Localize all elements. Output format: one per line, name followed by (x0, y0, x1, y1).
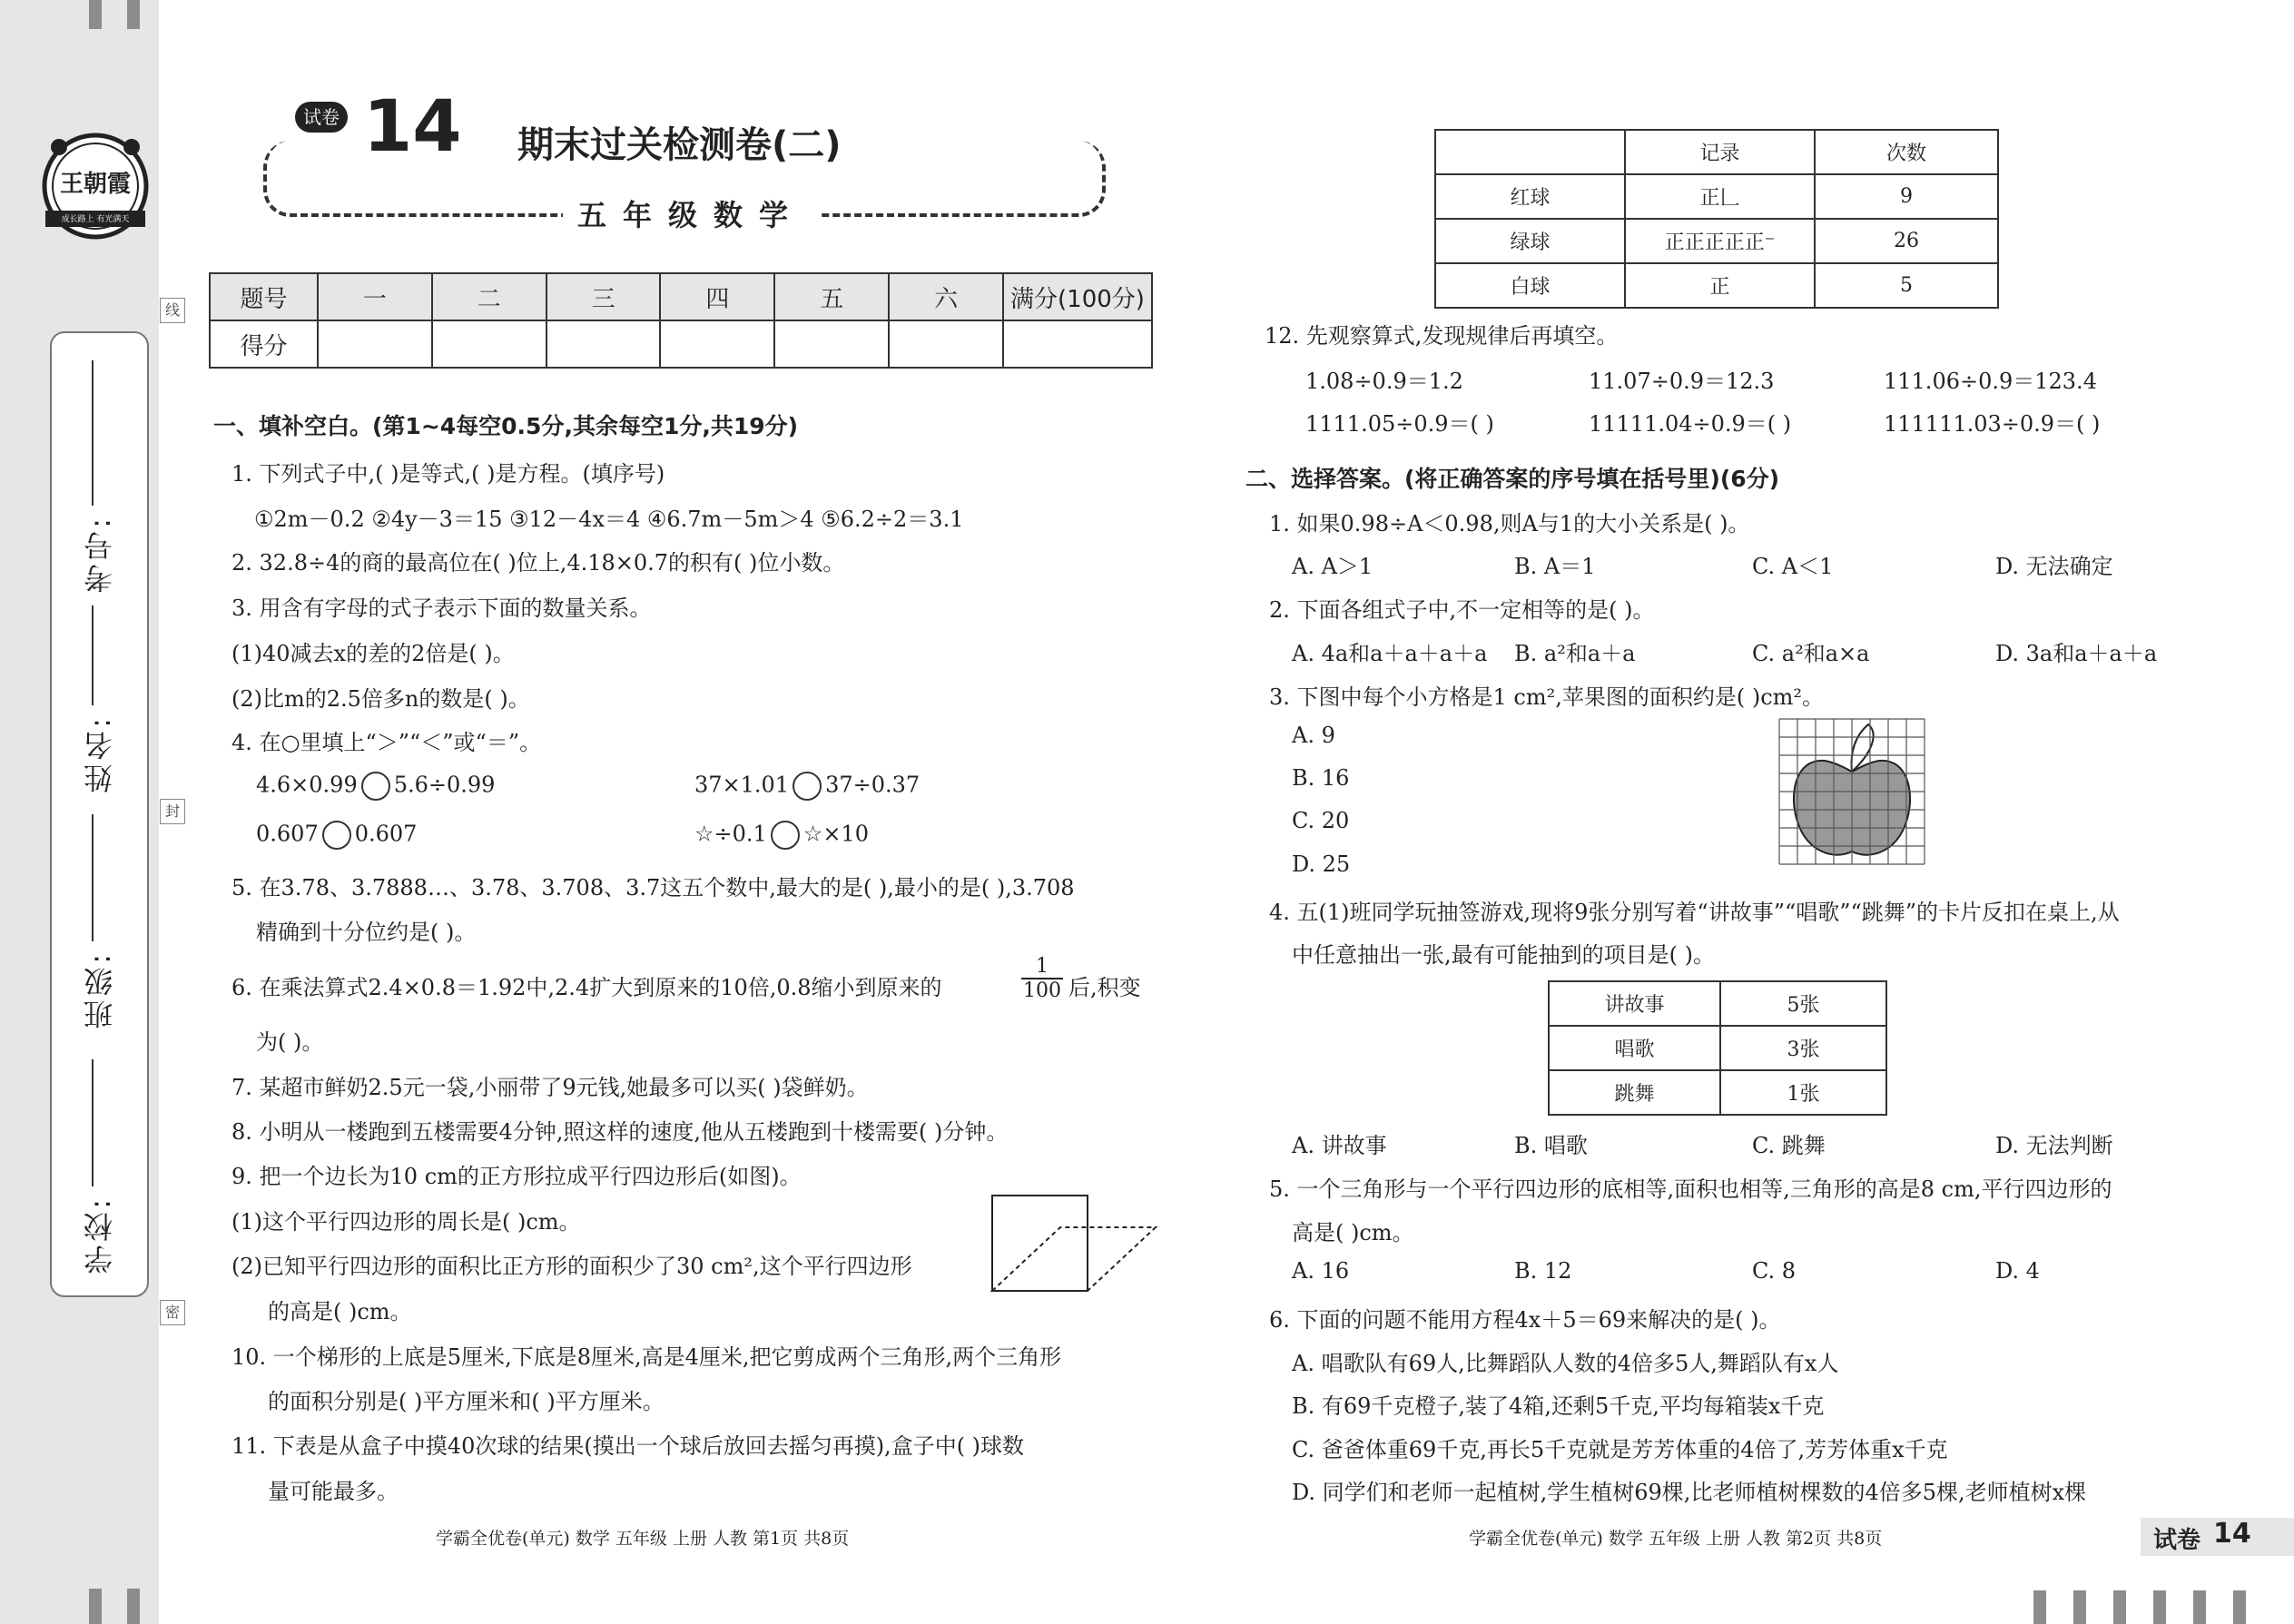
choice-q5-d: D. 4 (1995, 1258, 2040, 1284)
ball-table-header: 次数 (1815, 130, 1998, 174)
question-6-cont: 为( )。 (256, 1029, 324, 1055)
choice-q5-c: C. 8 (1752, 1258, 1797, 1284)
ball-color: 白球 (1435, 263, 1625, 308)
compare-row-2b (694, 821, 869, 850)
score-header: 二 (432, 273, 546, 320)
choice-q2-b: B. a²和a＋a (1514, 641, 1636, 666)
choice-q1-a: A. A＞1 (1292, 554, 1373, 579)
ball-tally: 正𠃊 (1625, 174, 1815, 219)
choice-q4-d: D. 无法判断 (1995, 1133, 2113, 1158)
question-10-cont: 的面积分别是( )平方厘米和( )平方厘米。 (268, 1389, 665, 1414)
ball-table (1434, 129, 1999, 309)
score-header: 三 (546, 273, 661, 320)
score-cell[interactable] (318, 320, 432, 368)
score-header: 五 (774, 273, 889, 320)
choice-q1-b: B. A＝1 (1514, 554, 1596, 579)
footer-left: 学霸全优卷(单元) 数学 五年级 上册 人教 第1页 共8页 (436, 1529, 850, 1549)
question-3-2: (2)比m的2.5倍多n的数是( )。 (231, 686, 530, 712)
choice-q5-a: A. 16 (1292, 1258, 1350, 1284)
choice-q5: 5. 一个三角形与一个平行四边形的底相等,面积也相等,三角形的高是8 cm,平行四边形的 (1269, 1176, 2112, 1202)
ball-color: 红球 (1435, 174, 1625, 219)
choice-q6-b: B. 有69千克橙子,装了4箱,还剩5千克,平均每箱装x千克 (1292, 1393, 1825, 1419)
question-1: 1. 下列式子中,( )是等式,( )是方程。(填序号) (231, 461, 665, 487)
choice-q3-b: B. 16 (1292, 765, 1350, 791)
question-4: 4. 在○里填上“＞”“＜”或“＝”。 (231, 730, 542, 755)
question-3-1: (1)40减去x的差的2倍是( )。 (231, 641, 515, 666)
page-badge (2141, 1518, 2294, 1556)
score-header: 满分(100分) (1003, 273, 1152, 320)
question-2: 2. 32.8÷4的商的最高位在( )位上,4.18×0.7的积有( )位小数。 (231, 550, 845, 576)
question-11-cont: 量可能最多。 (268, 1479, 399, 1504)
card-count: 5张 (1720, 981, 1886, 1026)
q12-row2-c: 111111.03÷0.9＝( ) (1884, 411, 2101, 437)
section-1-heading: 一、填补空白。(第1~4每空0.5分,其余每空1分,共19分) (213, 413, 799, 439)
card-activity: 讲故事 (1549, 981, 1720, 1026)
class-label: 班级: (83, 950, 117, 1029)
page-badge-label: 试卷 (2153, 1527, 2201, 1554)
compare-left: ☆÷0.1 (694, 821, 767, 847)
compare-row-2a (256, 821, 417, 850)
compare-circle[interactable] (361, 772, 390, 801)
question-8: 8. 小明从一楼跑到五楼需要4分钟,照这样的速度,他从五楼跑到十楼需要( )分钟。 (231, 1119, 1009, 1145)
parallelogram-figure (988, 1191, 1160, 1295)
choice-q1: 1. 如果0.98÷A＜0.98,则A与1的大小关系是( )。 (1269, 511, 1750, 536)
choice-q2-c: C. a²和a×a (1752, 641, 1870, 666)
question-3: 3. 用含有字母的式子表示下面的数量关系。 (231, 595, 652, 621)
fraction-numerator: 1 (1036, 955, 1049, 978)
choice-q1-c: C. A＜1 (1752, 554, 1834, 579)
choice-q5-cont: 高是( )cm。 (1292, 1220, 1414, 1245)
bottom-ticks (2033, 1590, 2294, 1624)
card-activity: 唱歌 (1549, 1026, 1720, 1070)
choice-q2-a: A. 4a和a＋a＋a＋a (1292, 641, 1488, 666)
q12-row1-a: 1.08÷0.9＝1.2 (1305, 369, 1463, 394)
student-info-panel (50, 331, 149, 1297)
compare-left: 37×1.01 (694, 772, 790, 798)
ball-tally: 正 (1625, 263, 1815, 308)
choice-q6-d: D. 同学们和老师一起植树,学生植树69棵,比老师植树棵数的4倍多5棵,老师植树x棵 (1292, 1480, 2087, 1505)
choice-q5-b: B. 12 (1514, 1258, 1572, 1284)
score-header: 六 (889, 273, 1003, 320)
choice-q4-cont: 中任意抽出一张,最有可能抽到的项目是( )。 (1292, 942, 1715, 968)
score-cell[interactable] (546, 320, 661, 368)
choice-q6-a: A. 唱歌队有69人,比舞蹈队人数的4倍多5人,舞蹈队有x人 (1292, 1351, 1839, 1376)
fraction-denominator: 100 (1023, 979, 1061, 1002)
compare-circle[interactable] (793, 772, 822, 801)
compare-circle[interactable] (322, 821, 351, 850)
score-header: 题号 (210, 273, 318, 320)
ball-color: 绿球 (1435, 219, 1625, 263)
compare-right: ☆×10 (802, 821, 869, 847)
brand-logo (36, 127, 154, 245)
ball-tally: 正正正正正⁻ (1625, 219, 1815, 263)
choice-q4-a: A. 讲故事 (1292, 1133, 1387, 1158)
score-cell[interactable] (1003, 320, 1152, 368)
ball-table-header: 记录 (1625, 130, 1815, 174)
question-7: 7. 某超市鲜奶2.5元一袋,小丽带了9元钱,她最多可以买( )袋鲜奶。 (231, 1075, 869, 1100)
bind-mark-xian: 线 (160, 298, 185, 323)
ball-table-header (1435, 130, 1625, 174)
q12-row1-c: 111.06÷0.9＝123.4 (1884, 369, 2097, 394)
score-cell[interactable] (774, 320, 889, 368)
score-cell[interactable] (432, 320, 546, 368)
choice-q6-c: C. 爸爸体重69千克,再长5千克就是芳芳体重的4倍了,芳芳体重x千克 (1292, 1437, 1948, 1462)
card-table (1548, 980, 1887, 1116)
question-1-options: ①2m－0.2 ②4y－3＝15 ③12－4x＝4 ④6.7m－5m＞4 ⑤6.2÷2＝3.1 (254, 507, 964, 532)
choice-q1-d: D. 无法确定 (1995, 554, 2113, 579)
q12-row2-a: 1111.05÷0.9＝( ) (1305, 411, 1494, 437)
fraction (1021, 955, 1063, 1002)
choice-q3-c: C. 20 (1292, 808, 1350, 833)
exam-subtitle: 五年级数学 (563, 192, 819, 234)
choice-q4: 4. 五(1)班同学玩抽签游戏,现将9张分别写着“讲故事”“唱歌”“跳舞”的卡片反扣在桌上,从 (1269, 900, 2120, 925)
choice-q4-b: B. 唱歌 (1514, 1133, 1588, 1158)
score-cell[interactable] (889, 320, 1003, 368)
question-5: 5. 在3.78、3.7888…、3.78、3.708、3.7这五个数中,最大的是( ),最小的是( ),3.708 (231, 875, 1075, 901)
card-count: 1张 (1720, 1070, 1886, 1115)
score-header: 一 (318, 273, 432, 320)
choice-q3-a: A. 9 (1292, 723, 1335, 748)
compare-right: 5.6÷0.99 (393, 772, 496, 798)
choice-q6: 6. 下面的问题不能用方程4x＋5＝69来解决的是( )。 (1269, 1307, 1781, 1333)
question-6: 6. 在乘法算式2.4×0.8＝1.92中,2.4扩大到原来的10倍,0.8缩小到原来的 (231, 975, 942, 1000)
question-9: 9. 把一个边长为10 cm的正方形拉成平行四边形后(如图)。 (231, 1164, 802, 1189)
compare-right: 37÷0.37 (825, 772, 921, 798)
compare-circle[interactable] (771, 821, 800, 850)
ball-count: 5 (1815, 263, 1998, 308)
question-11: 11. 下表是从盒子中摸40次球的结果(摸出一个球后放回去摇匀再摸),盒子中( )球数 (231, 1433, 1025, 1459)
bind-mark-feng: 封 (160, 799, 185, 824)
score-row-label: 得分 (210, 320, 318, 368)
choice-q2-d: D. 3a和a＋a＋a (1995, 641, 2158, 666)
logo-name: 王朝霞 (59, 171, 131, 198)
badge-number: 14 (363, 86, 462, 168)
question-5-cont: 精确到十分位约是( )。 (256, 920, 477, 945)
question-12: 12. 先观察算式,发现规律后再填空。 (1265, 323, 1619, 349)
question-9-2: (2)已知平行四边形的面积比正方形的面积少了30 cm²,这个平行四边形 (231, 1254, 912, 1279)
card-count: 3张 (1720, 1026, 1886, 1070)
compare-left: 0.607 (256, 821, 319, 847)
card-activity: 跳舞 (1549, 1070, 1720, 1115)
exam-no-label: 考号: (83, 515, 117, 594)
apple-grid-figure (1777, 717, 1926, 866)
section-2-heading: 二、选择答案。(将正确答案的序号填在括号里)(6分) (1245, 466, 1780, 492)
question-9-2-cont: 的高是( )cm。 (268, 1299, 412, 1324)
choice-q3-d: D. 25 (1292, 851, 1351, 877)
score-header: 四 (660, 273, 774, 320)
exam-title: 期末过关检测卷(二) (501, 116, 858, 168)
page-badge-number: 14 (2213, 1518, 2251, 1550)
badge-label: 试卷 (295, 102, 348, 133)
q12-row1-b: 11.07÷0.9＝12.3 (1589, 369, 1775, 394)
compare-left: 4.6×0.99 (256, 772, 358, 798)
score-cell[interactable] (660, 320, 774, 368)
logo-motto: 成长路上 有光满天 (61, 215, 130, 224)
compare-right: 0.607 (354, 821, 418, 847)
footer-right: 学霸全优卷(单元) 数学 五年级 上册 人教 第2页 共8页 (1469, 1529, 1883, 1549)
choice-q2: 2. 下面各组式子中,不一定相等的是( )。 (1269, 597, 1655, 623)
question-10: 10. 一个梯形的上底是5厘米,下底是8厘米,高是4厘米,把它剪成两个三角形,两个三角形 (231, 1344, 1062, 1370)
q12-row2-b: 11111.04÷0.9＝( ) (1589, 411, 1792, 437)
choice-q4-c: C. 跳舞 (1752, 1133, 1826, 1158)
ball-count: 9 (1815, 174, 1998, 219)
bind-mark-mi: 密 (160, 1300, 185, 1325)
name-label: 姓名: (83, 714, 117, 793)
question-6-tail: 后,积变 (1068, 975, 1141, 1000)
question-9-1: (1)这个平行四边形的周长是( )cm。 (231, 1209, 581, 1235)
compare-row-1a (256, 772, 495, 801)
ball-count: 26 (1815, 219, 1998, 263)
school-label: 学校: (83, 1196, 117, 1275)
compare-row-1b (694, 772, 920, 801)
choice-q3: 3. 下图中每个小方格是1 cm²,苹果图的面积约是( )cm²。 (1269, 684, 1825, 710)
score-table (209, 272, 1153, 369)
